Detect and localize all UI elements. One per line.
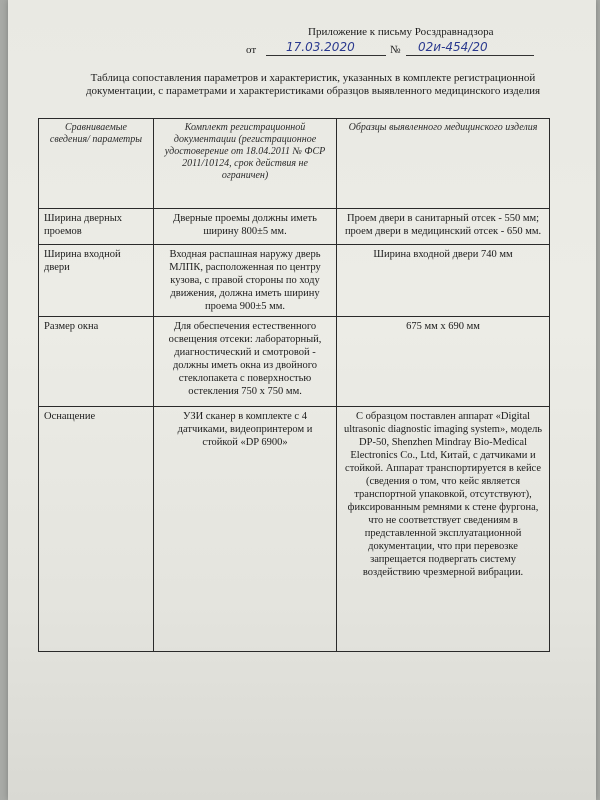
row-param: Оснащение [39,407,154,652]
document-page [8,0,596,800]
row-sample-value: 675 мм х 690 мм [337,317,550,407]
row-param: Ширина входной двери [39,245,154,317]
table-row [39,209,550,245]
handwritten-date: 17.03.2020 [286,40,355,54]
number-prefix: № [390,44,401,56]
date-underline [266,55,386,56]
header-registration-docs: Комплект регистрационной документации (регистрационное удостоверение от 18.04.2011 № ФСР 2011/10124, срок действия не ограничен) [153,119,336,209]
table-header-row [39,119,550,209]
table-row [39,407,550,652]
row-sample-value: С образцом поставлен аппарат «Digital ultrasonic diagnostic imaging system», модель DP-50, Shenzhen Mindray Bio-Medical Electronics Co., Ltd, Китай, с датчиками и стойкой. Аппарат транспортируется в кейсе (сведения о том, что кейс является транспортной упаковкой, отсутствуют), фиксированным ремнями к стене фургона, что не соответствует сведениям в представленной эксплуатационной документации, что при перевозке запрещается подвергать систему воздействию чрезмерной вибрации. [337,407,550,652]
row-doc-value: Дверные проемы должны иметь ширину 800±5 мм. [153,209,336,245]
table-row [39,245,550,317]
table-row [39,317,550,407]
row-sample-value: Ширина входной двери 740 мм [337,245,550,317]
appendix-note: Приложение к письму Росздравнадзора [308,26,494,38]
header-samples: Образцы выявленного медицинского изделия [337,119,550,209]
row-doc-value: УЗИ сканер в комплекте с 4 датчиками, видеопринтером и стойкой «DP 6900» [153,407,336,652]
row-param: Ширина дверных проемов [39,209,154,245]
row-doc-value: Входная распашная наружу дверь МЛПК, расположенная по центру кузова, с правой стороны по ходу движения, должна иметь ширину проема 900±5 мм. [153,245,336,317]
document-title: Таблица сопоставления параметров и характеристик, указанных в комплекте регистрационной документации, с параметрами и характеристиками образцов выявленного медицинского изделия [85,72,541,97]
number-underline [406,55,534,56]
header-param: Сравниваемые сведения/ параметры [39,119,154,209]
row-param: Размер окна [39,317,154,407]
date-prefix: от [246,44,257,56]
row-doc-value: Для обеспечения естественного освещения отсеки: лабораторный, диагностический и смотровой - должны иметь окна из двойного стеклопакета с поверхностью остекления 750 х 750 мм. [153,317,336,407]
row-sample-value: Проем двери в санитарный отсек - 550 мм; проем двери в медицинский отсек - 650 мм. [337,209,550,245]
letter-reference [238,40,568,58]
handwritten-number: 02и-454/20 [418,40,488,54]
comparison-table [38,118,550,652]
